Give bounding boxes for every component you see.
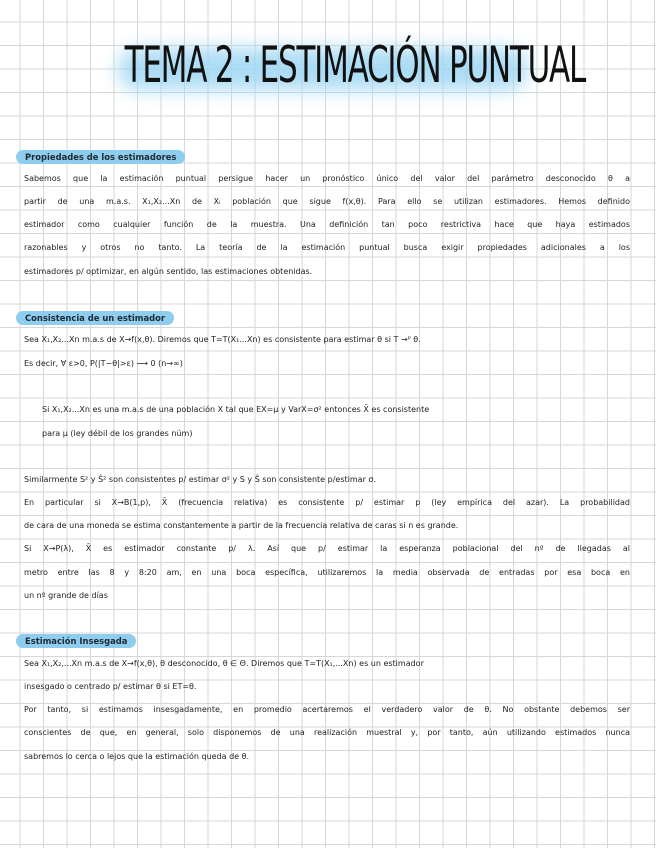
section-heading-propiedades: Propiedades de los estimadores xyxy=(16,150,185,164)
text-line: conscientes de que, en general, solo disponemos de una realización muestral y, por tanto, aún utilizando estimados nunca xyxy=(24,728,630,737)
section-heading-consistencia: Consistencia de un estimador xyxy=(16,311,174,325)
text-line: un nº grande de días xyxy=(24,591,108,600)
title-area xyxy=(0,30,656,100)
text-line: Si X→P(λ), X̄ es estimador constante p/ λ. Así que p/ estimar la esperanza poblacional del nº de llegadas al xyxy=(24,544,630,553)
text-line: Por tanto, si estimamos insesgadamente, en promedio acertaremos el verdadero valor de θ. No obstante debemos ser xyxy=(24,705,630,714)
text-line: de cara de una moneda se estima constantemente a partir de la frecuencia relativa de caras si n es grande. xyxy=(24,521,459,530)
section-heading-insesgada: Estimación Insesgada xyxy=(16,634,136,648)
text-line: metro entre las 8 y 8:20 am, en una boca específica, utilizaremos la media observada de entradas por esa boca en xyxy=(24,568,630,577)
text-line: razonables y otros no tanto. La teoría de la estimación puntual busca exigir propiedades adicionales a los xyxy=(24,243,630,252)
page-title: TEMA 2 : ESTIMACIÓN PUNTUAL xyxy=(124,36,586,94)
text-line: En particular si X→B(1,p), X̄ (frecuencia relativa) es consistente p/ estimar p (ley empírica del azar). La probabilidad xyxy=(24,498,630,507)
text-line: sabremos lo cerca o lejos que la estimación queda de θ. xyxy=(24,752,250,761)
text-line: Sea X₁,X₂...Xn m.a.s de X→f(x,θ). Diremos que T=T(X₁...Xn) es consistente para estimar θ si T →ᴾ θ. xyxy=(24,335,421,344)
text-line: estimadores p/ optimizar, en algún sentido, las estimaciones obtenidas. xyxy=(24,267,313,276)
text-line: Es decir, ∀ ε>0, P(|T−θ|>ε) ⟶ 0 (n→∞) xyxy=(24,359,183,368)
text-line: insesgado o centrado p/ estimar θ si ET=θ. xyxy=(24,682,197,691)
text-line: para μ (ley débil de los grandes núm) xyxy=(42,429,193,438)
text-line: partir de una m.a.s. X₁,X₂...Xn de Xᵢ población que sigue f(x,θ). Para ello se utilizan estimadores. Hemos definido xyxy=(24,197,630,206)
text-line: Sea X₁,X₂,...Xn m.a.s de X→f(x,θ), θ desconocido, θ ∈ Θ. Diremos que T=T(X₁,...Xn) es un estimador xyxy=(24,659,424,668)
text-line: Si X₁,X₂...Xn es una m.a.s de una población X tal que EX=μ y VarX=σ² entonces X̄ es consistente xyxy=(42,405,430,414)
text-line: Sabemos que la estimación puntual persigue hacer un pronóstico único del valor del parámetro desconocido θ a xyxy=(24,174,630,183)
text-line: estimador como cualquier función de la muestra. Una definición tan poco restrictiva hace que haya estimados xyxy=(24,220,630,229)
text-line: Similarmente S² y Ŝ² son consistentes p/ estimar σ² y S y Ŝ son consistente p/estimar σ. xyxy=(24,475,377,484)
